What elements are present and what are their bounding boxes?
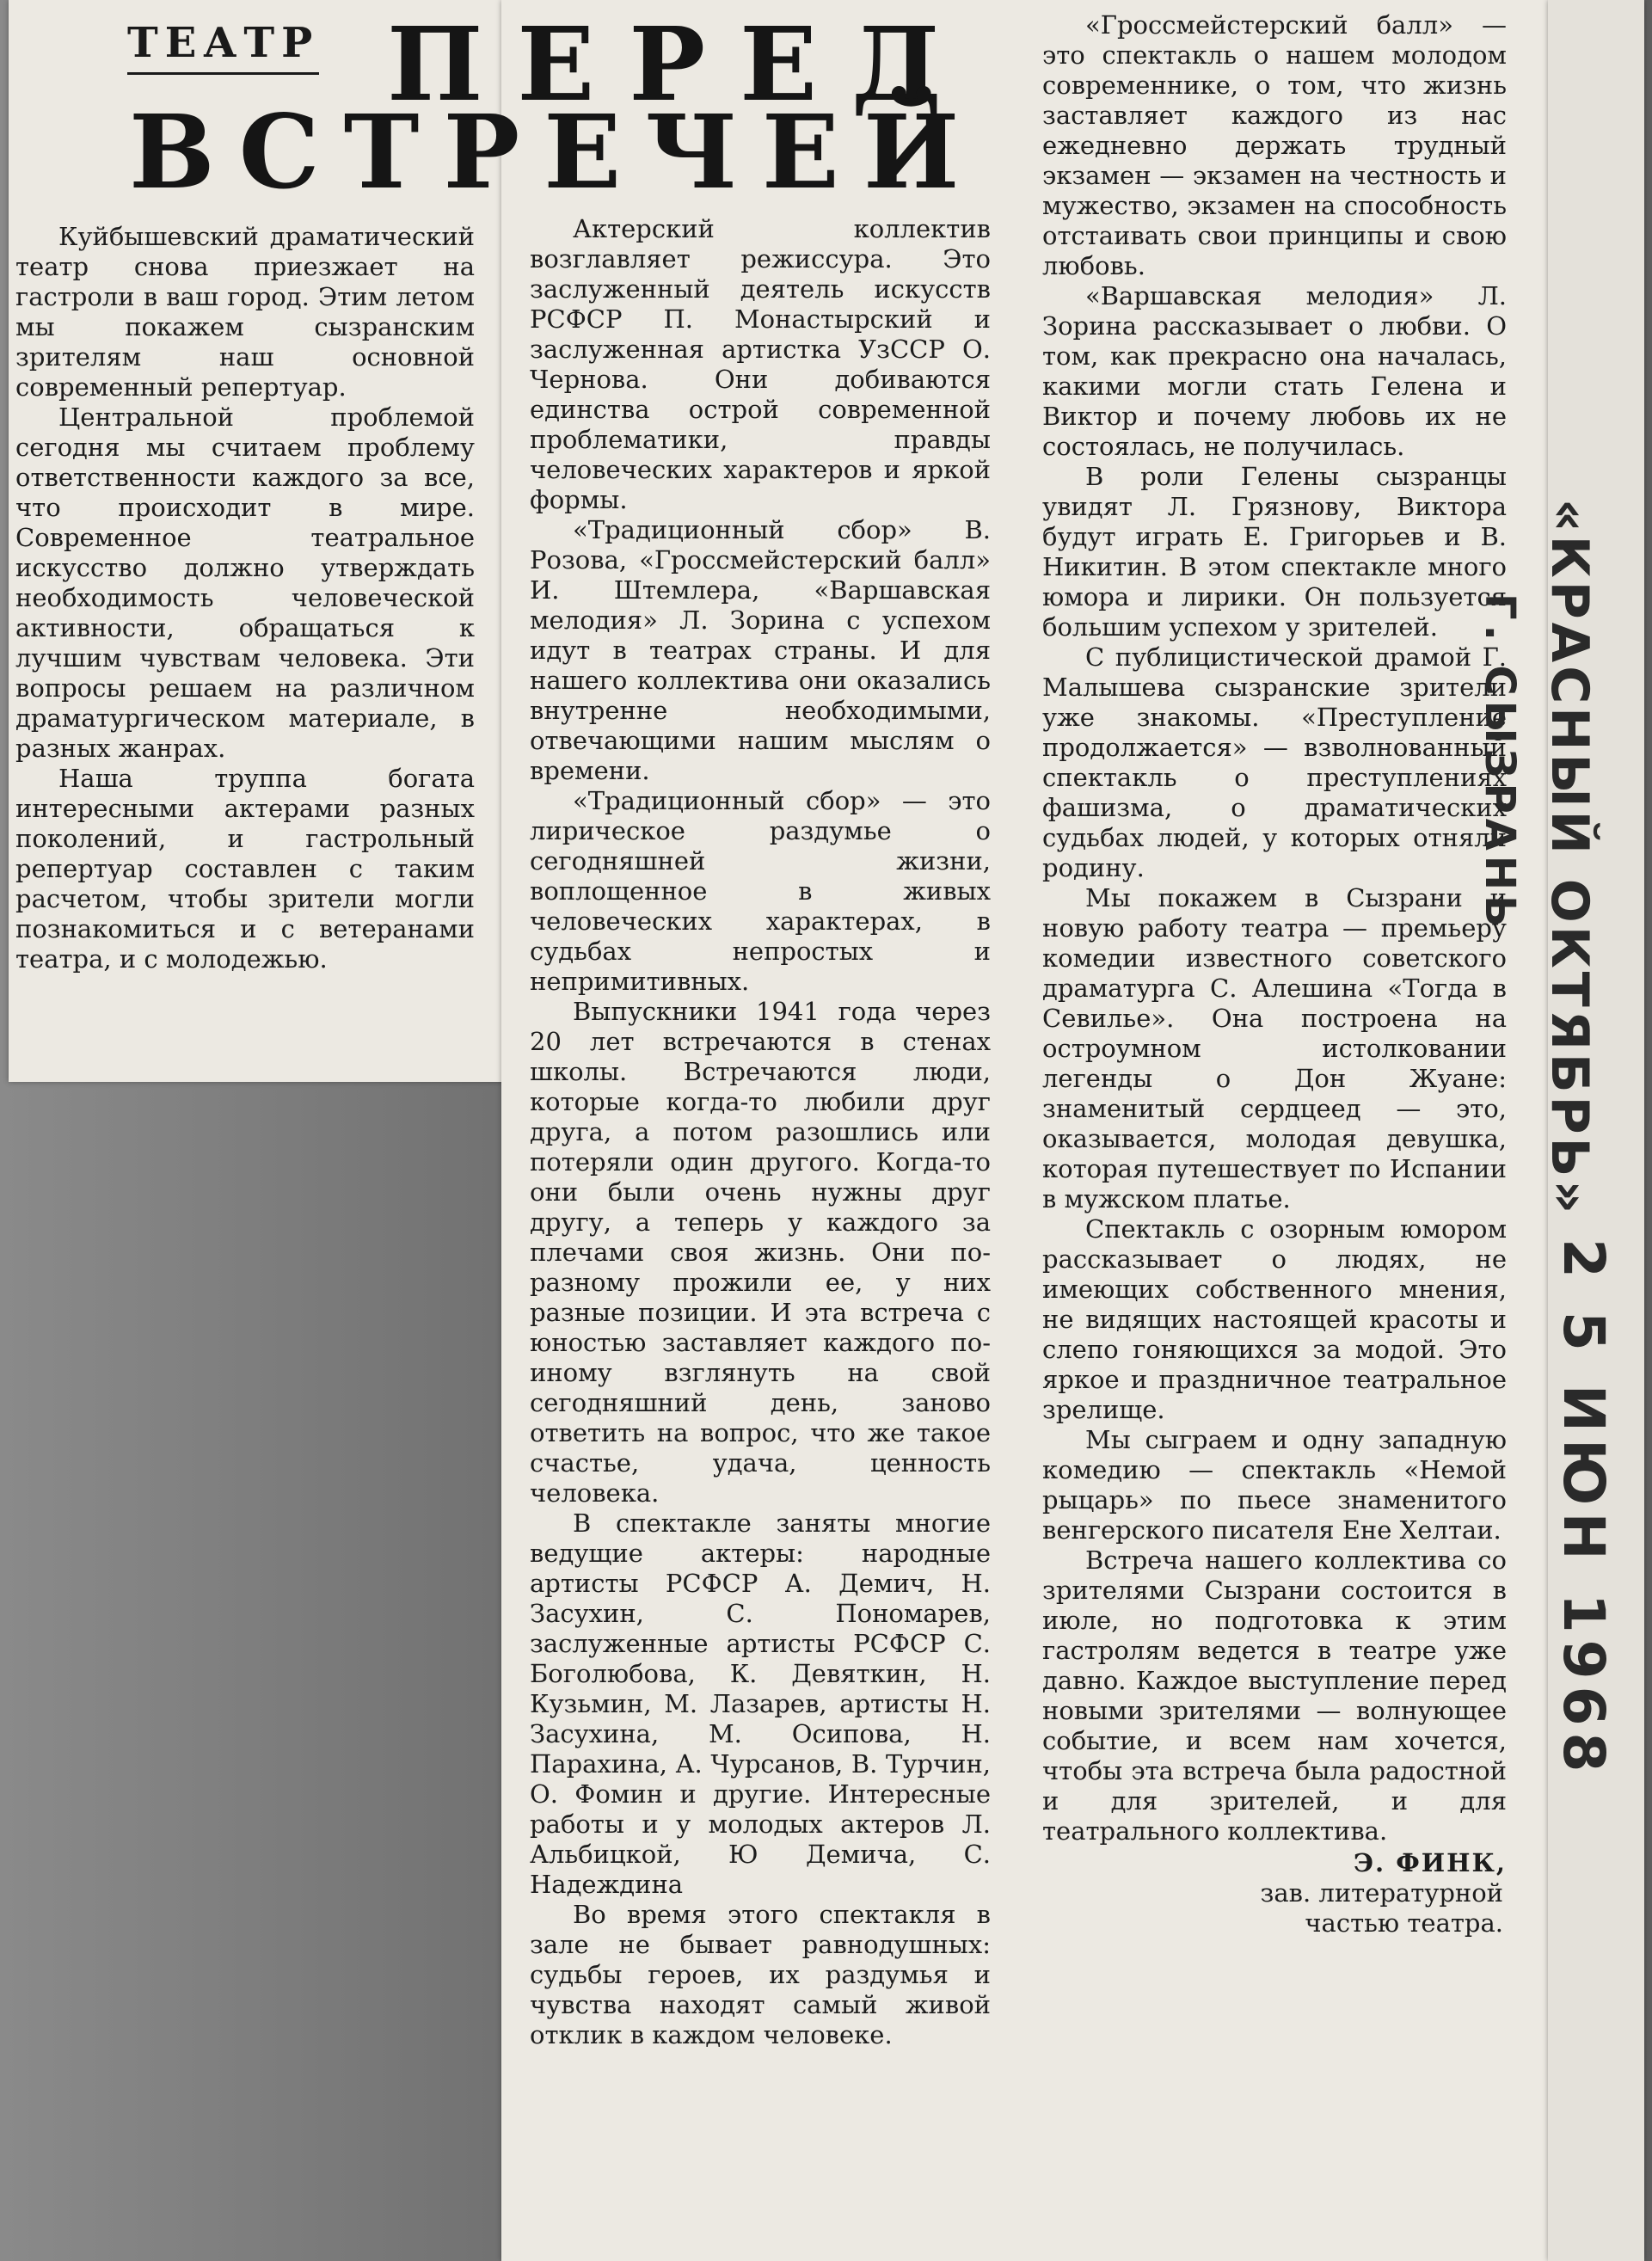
section-label: ТЕАТР (127, 17, 319, 75)
article-column-1 (15, 222, 475, 974)
paragraph: Наша труппа богата интересными актерами разных поколений, и гастрольный репертуар составлен с таким расчетом, чтобы зрители могли познакомиться и с ветеранами театра, и с молодежью. (15, 764, 475, 974)
paragraph: Мы сыграем и одну западную комедию — спектакль «Немой рыцарь» по пьесе знаменитого венгерского писателя Ене Хелтаи. (1042, 1425, 1507, 1545)
paragraph: «Традиционный сбор» — это лирическое раздумье о сегодняшней жизни, воплощенное в живых человеческих характерах, в судьбах непростых и непримитивных. (530, 786, 991, 996)
paragraph: «Традиционный сбор» В. Розова, «Гроссмейстерский балл» И. Штемлера, «Варшавская мелодия» Л. Зорина с успехом идут в театрах страны. И для нашего коллектива они оказались внутренне необходимыми, отвечающими нашим мыслям о времени. (530, 515, 991, 785)
paragraph: Во время этого спектакля в зале не бывает равнодушных: судьбы героев, их раздумья и чувства находят самый живой отклик в каждом человеке. (530, 1900, 991, 2049)
paragraph: Встреча нашего коллектива со зрителями Сызрани состоится в июле, но подготовка к этим гастролям ведется в театре уже давно. Каждое выступление перед новыми зрителями — волнующее событие, и всем нам хочется, чтобы эта встреча была радостной и для зрителей, и для театрального коллектива. (1042, 1545, 1507, 1846)
paragraph: Центральной проблемой сегодня мы считаем проблему ответственности каждого за все, что происходит в мире. Современное театральное искусство должно утверждать необходимость человеческой активности, обращаться к лучшим чувствам человека. Эти вопросы решаем на различном драматургическом материале, в разных жанрах. (15, 402, 475, 763)
paragraph: «Гроссмейстерский балл» — это спектакль о нашем молодом современнике, о том, что жизнь заставляет каждого из нас ежедневно держать трудный экзамен — экзамен на честность и мужество, экзамен на способность отстаивать свои принципы и свою любовь. (1042, 10, 1507, 280)
author-position-line-1: зав. литературной (1260, 1878, 1503, 1908)
city-stamp: Г. СЫЗРАНЬ (1476, 593, 1524, 932)
author-position-line-2: частью театра. (1305, 1908, 1503, 1938)
paragraph: «Варшавская мелодия» Л. Зорина рассказывает о любви. О том, как прекрасно она началась, какими могли стать Гелена и Виктор и почему любовь их не состоялась, не получилась. (1042, 281, 1507, 461)
paragraph: Актерский коллектив возглавляет режиссура. Это заслуженный деятель искусств РСФСР П. Монастырский и заслуженная артистка УзССР О. Чернова. Они добиваются единства острой современной проблематики, правды человеческих характеров и яркой формы. (530, 214, 991, 514)
paragraph: С публицистической драмой Г. Малышева сызранские зрители уже знакомы. «Преступление продолжается» — взволнованный спектакль о преступлениях фашизма, о драматических судьбах людей, у которых отняли родину. (1042, 642, 1507, 882)
paragraph: Спектакль с озорным юмором рассказывает о людях, не имеющих собственного мнения, не видящих настоящей красоты и слепо гоняющихся за модой. Это яркое и праздничное театральное зрелище. (1042, 1214, 1507, 1424)
paragraph: Выпускники 1941 года через 20 лет встречаются в стенах школы. Встречаются люди, которые когда-то любили друг друга, а потом разошлись или потеряли один другого. Когда-то они были очень нужны друг другу, а теперь у каждого за плечами своя жизнь. Они по-разному прожили ее, у них разные позиции. И эта встреча с юностью заставляет каждого по-иному взглянуть на свой сегодняшний день, заново ответить на вопрос, что же такое счастье, удача, ценность человека. (530, 997, 991, 1508)
paragraph: Куйбышевский драматический театр снова приезжает на гастроли в ваш город. Этим летом мы покажем сызранским зрителям наш основной современный репертуар. (15, 222, 475, 402)
article-column-3 (1042, 10, 1507, 1938)
author-signature: Э. ФИНК, (1353, 1848, 1507, 1877)
newspaper-stamp: «КРАСНЫЙ ОКТЯБРЬ» (1539, 499, 1600, 1218)
paragraph: Мы покажем в Сызрани и новую работу театра — премьеру комедии известного советского драматурга С. Алешина «Тогда в Севилье». Она построена на остроумном истолковании легенды о Дон Жуане: знаменитый сердцеед — это, оказывается, молодая девушка, которая путешествует по Испании в мужском платье. (1042, 883, 1507, 1213)
article-column-2 (530, 214, 991, 2050)
headline-line-1: ПЕРЕД (387, 4, 976, 124)
paragraph: В роли Гелены сызранцы увидят Л. Грязнову, Виктора будут играть Е. Григорьев и В. Никитин. В этом спектакле много юмора и лирики. Он пользуется большим успехом у зрителей. (1042, 462, 1507, 642)
date-stamp: 2 5 ИЮН 1968 (1551, 1238, 1617, 1779)
paragraph: В спектакле заняты многие ведущие актеры: народные артисты РСФСР А. Демич, Н. Засухин, С. Пономарев, заслуженные артисты РСФСР С. Боголюбова, К. Девяткин, Н. Кузьмин, М. Лазарев, артисты Н. Засухина, М. Осипова, Н. Парахина, А. Чурсанов, В. Турчин, О. Фомин и другие. Интересные работы и у молодых актеров Л. Альбицкой, Ю Демича, С. Надеждина (530, 1508, 991, 1899)
headline-line-2: ВСТРЕЧЕЙ (129, 92, 984, 212)
